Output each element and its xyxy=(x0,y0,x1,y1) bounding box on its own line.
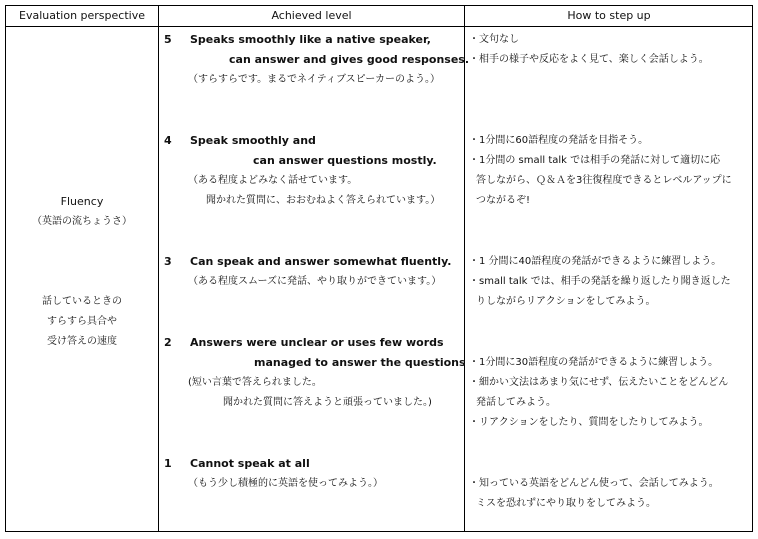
level-description-en: Can speak and answer somewhat fluently. xyxy=(190,255,452,268)
perspective-ja: （英語の流ちょうさ） xyxy=(32,216,132,227)
header-achieved-level: Achieved level xyxy=(271,9,352,22)
level-description-en: Cannot speak at all xyxy=(190,457,310,470)
step-up-tip: ・1分間に60語程度の発話を目指そう。 xyxy=(469,135,649,146)
step-up-tip: ミスを恐れずにやり取りをしてみよう。 xyxy=(476,498,656,509)
step-up-tip: ・1 分間に40語程度の発話ができるように練習しよう。 xyxy=(469,256,722,267)
level-description-ja: （ある程度よどみなく話せています。 xyxy=(188,175,358,186)
level-description-ja: （もう少し積極的に英語を使ってみよう。） xyxy=(188,478,383,489)
header-evaluation-perspective: Evaluation perspective xyxy=(19,9,145,22)
step-up-tip: ・リアクションをしたり、質問をしたりしてみよう。 xyxy=(469,417,709,428)
level-number: 2 xyxy=(164,336,172,349)
level-description-ja: 聞かれた質問に答えようと頑張っていました。) xyxy=(223,397,432,408)
column-divider xyxy=(464,6,465,531)
perspective-desc-line: 話しているときの xyxy=(42,296,122,307)
step-up-tip: 答しながら、Ｑ＆Ａを3往復程度できるとレベルアップに xyxy=(476,175,732,186)
step-up-tip: ・細かい文法はあまり気にせず、伝えたいことをどんどん xyxy=(469,377,729,388)
level-number: 4 xyxy=(164,134,172,147)
step-up-tip: ・知っている英語をどんどん使って、会話してみよう。 xyxy=(469,478,719,489)
header-divider xyxy=(6,26,752,27)
step-up-tip: りしながらリアクションをしてみよう。 xyxy=(476,296,656,307)
step-up-tip: 発話してみよう。 xyxy=(476,397,556,408)
step-up-tip: ・small talk では、相手の発話を繰り返したり聞き返した xyxy=(469,276,731,287)
rubric-table xyxy=(5,5,753,532)
level-description-en: can answer and gives good responses. xyxy=(229,53,470,66)
level-description-en: managed to answer the questions xyxy=(254,356,466,369)
level-description-ja: 聞かれた質問に、おおむねよく答えられています。） xyxy=(206,195,441,206)
level-description-en: Answers were unclear or uses few words xyxy=(190,336,444,349)
level-description-en: can answer questions mostly. xyxy=(253,154,437,167)
column-divider xyxy=(158,6,159,531)
perspective-desc-line: すらすら具合や xyxy=(47,316,117,327)
level-description-ja: （すらすらです。まるでネイティブスピーカーのよう。） xyxy=(188,74,440,85)
level-number: 3 xyxy=(164,255,172,268)
level-description-en: Speaks smoothly like a native speaker, xyxy=(190,33,431,46)
level-description-en: Speak smoothly and xyxy=(190,134,316,147)
step-up-tip: つながるぞ! xyxy=(476,195,531,206)
step-up-tip: ・1分間の small talk では相手の発話に対して適切に応 xyxy=(469,155,721,166)
header-how-to-step-up: How to step up xyxy=(567,9,651,22)
level-description-ja: (短い言葉で答えられました。 xyxy=(188,377,322,388)
perspective-desc-line: 受け答えの速度 xyxy=(47,336,117,347)
perspective-en: Fluency xyxy=(60,195,104,208)
level-number: 1 xyxy=(164,457,172,470)
step-up-tip: ・文句なし xyxy=(469,34,519,45)
level-number: 5 xyxy=(164,33,172,46)
step-up-tip: ・相手の様子や反応をよく見て、楽しく会話しよう。 xyxy=(469,54,709,65)
level-description-ja: （ある程度スムーズに発話、やり取りができています。） xyxy=(188,276,442,287)
step-up-tip: ・1分間に30語程度の発話ができるように練習しよう。 xyxy=(469,357,719,368)
